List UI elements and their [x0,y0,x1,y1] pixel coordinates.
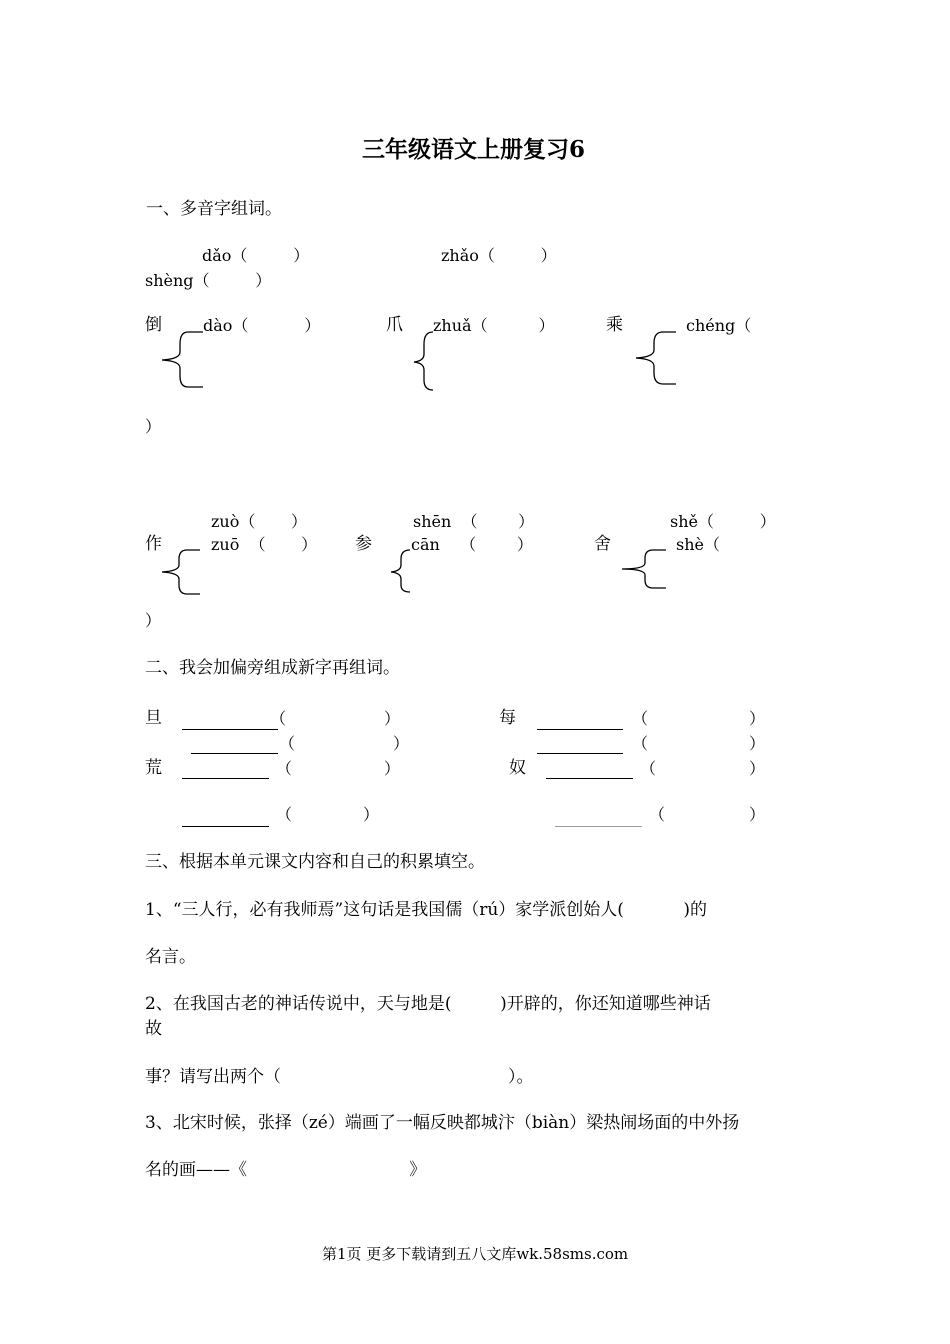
closing-paren: ） [145,417,162,436]
paren-open: （ [276,805,293,824]
brace-can [387,548,412,594]
brace-she [620,548,668,590]
paren-close: ） [384,759,401,778]
pinyin-she3: shě（ ） [670,512,776,531]
paren-open: （ [632,709,649,728]
blank-line[interactable] [537,729,623,730]
paren-close: ） [363,805,380,824]
pinyin-sheng4: shèng（ ） [145,271,272,290]
pinyin-she4: shè（ [676,535,720,554]
question-3-line-1: 3、北宋时候，张择（zé）端画了一幅反映都城汴（biàn）梁热闹场面的中外扬 [145,1113,740,1133]
paren-close: ） [749,734,766,753]
char-nu: 奴 [509,758,526,778]
char-zhua: 爪 [386,315,403,335]
char-she: 舍 [594,534,611,554]
paren-open: （ [279,734,296,753]
page-footer: 第1页 更多下载请到五八文库wk.58sms.com [322,1245,629,1263]
pinyin-zuo4: zuò（ ） [211,512,307,531]
paren-open: （ [270,709,287,728]
char-dao: 倒 [145,315,162,335]
char-zuo: 作 [145,534,162,554]
question-1-line-2: 名言。 [145,947,196,967]
pinyin-dao3: dǎo（ ） [202,246,310,265]
pinyin-zhao3: zhǎo（ ） [441,246,557,265]
paren-open: （ [276,759,293,778]
char-mei: 每 [499,708,516,728]
blank-line[interactable] [546,778,633,779]
paren-close: ） [749,759,766,778]
blank-line[interactable] [537,753,623,754]
brace-zhua [410,330,435,392]
paren-open: （ [649,805,666,824]
brace-dao [160,330,205,390]
paren-close: ） [749,709,766,728]
section-3-heading: 三、根据本单元课文内容和自己的积累填空。 [145,852,485,872]
question-2-line-2: 故 [145,1019,162,1039]
question-2-line-3: 事？请写出两个（ ）。 [145,1067,534,1087]
paren-close: ） [384,709,401,728]
pinyin-shen1: shēn （ ） [413,512,535,531]
pinyin-cheng2: chéng（ [686,316,752,335]
brace-cheng [634,330,678,386]
char-cheng: 乘 [606,315,623,335]
page-title: 三年级语文上册复习6 [362,136,586,163]
char-huang: 荒 [145,758,162,778]
paren-open: （ [640,759,657,778]
blank-line[interactable] [182,826,269,827]
closing-paren: ） [145,611,162,630]
pinyin-zuo1: zuō （ ） [211,535,318,554]
blank-line[interactable] [182,778,269,779]
section-2-heading: 二、我会加偏旁组成新字再组词。 [145,658,400,678]
char-can: 参 [355,534,372,554]
pinyin-dao4: dào（ ） [203,316,321,335]
paren-close: ） [393,734,410,753]
question-1-line-1: 1、“三人行，必有我师焉”这句话是我国儒（rú）家学派创始人( )的 [145,900,707,920]
blank-line[interactable] [191,753,278,754]
question-2-line-1: 2、在我国古老的神话传说中，天与地是( )开辟的，你还知道哪些神话 [145,994,711,1014]
pinyin-can1: cān （ ） [411,535,533,554]
question-3-line-2: 名的画——《 》 [145,1160,427,1180]
paren-close: ） [749,805,766,824]
blank-line[interactable] [182,729,278,730]
pinyin-zhua3: zhuǎ（ ） [433,316,555,335]
blank-line[interactable] [555,826,642,827]
paren-open: （ [632,734,649,753]
brace-zuo [160,548,202,596]
section-1-heading: 一、多音字组词。 [146,199,282,219]
char-dan: 旦 [145,708,162,728]
